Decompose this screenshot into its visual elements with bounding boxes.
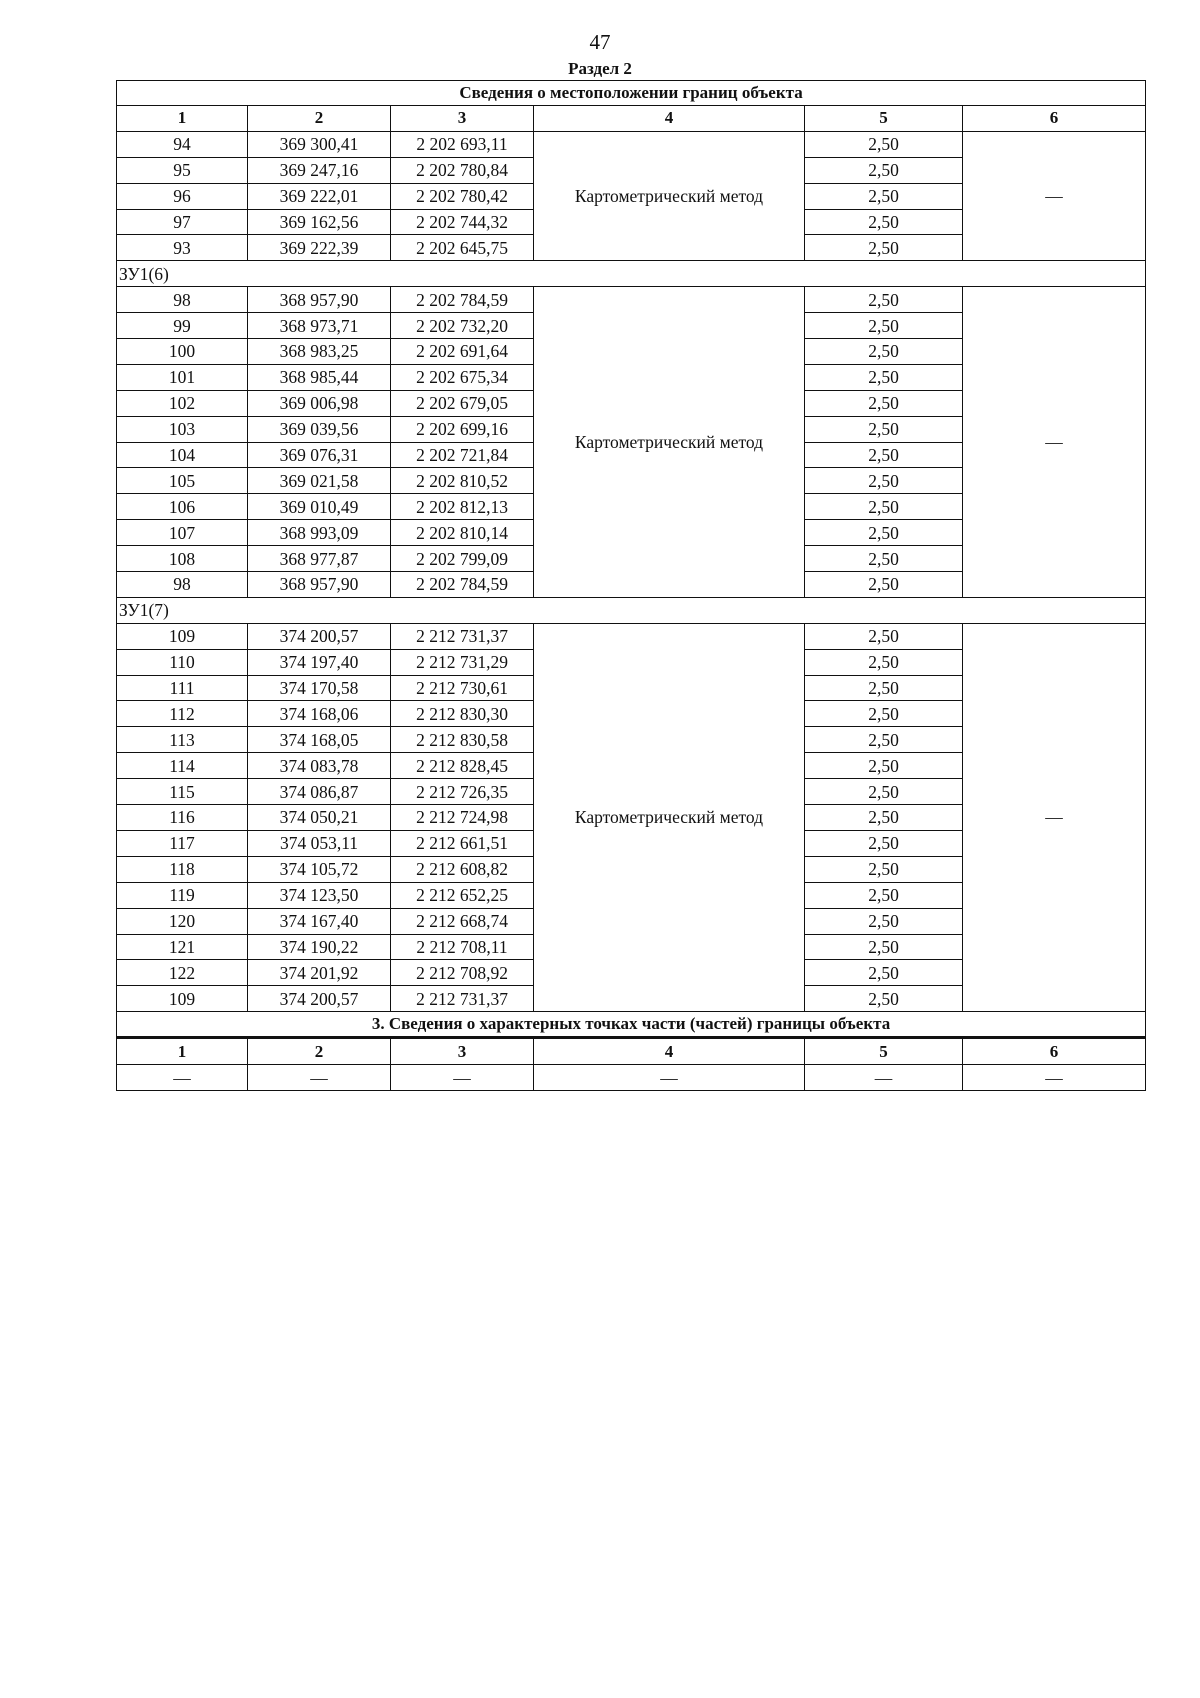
table-caption-row [117,81,1146,106]
y-coordinate-cell: 2 202 691,64 [391,339,534,365]
point-number-cell: 100 [117,339,248,365]
x-coordinate-cell: 369 039,56 [248,416,391,442]
y-coordinate-cell: 2 202 645,75 [391,235,534,261]
point-number-cell: 118 [117,856,248,882]
y-coordinate-cell: 2 212 708,11 [391,934,534,960]
note-cell: — [963,131,1146,260]
point-number-cell: 93 [117,235,248,261]
section3-row [117,1065,1146,1091]
accuracy-cell: 2,50 [805,882,963,908]
accuracy-cell: 2,50 [805,986,963,1012]
dash-cell: — [248,1065,391,1091]
accuracy-cell: 2,50 [805,572,963,598]
section3-title: 3. Сведения о характерных точках части (частей) границы объекта [117,1012,1146,1038]
x-coordinate-cell: 368 977,87 [248,546,391,572]
point-number-cell: 120 [117,908,248,934]
x-coordinate-cell: 369 162,56 [248,209,391,235]
x-coordinate-cell: 369 222,01 [248,183,391,209]
y-coordinate-cell: 2 202 784,59 [391,287,534,313]
accuracy-cell: 2,50 [805,830,963,856]
x-coordinate-cell: 369 222,39 [248,235,391,261]
column-header: 3 [391,1038,534,1065]
x-coordinate-cell: 368 957,90 [248,287,391,313]
y-coordinate-cell: 2 212 731,37 [391,986,534,1012]
point-number-cell: 107 [117,520,248,546]
column-header: 2 [248,106,391,132]
y-coordinate-cell: 2 212 661,51 [391,830,534,856]
accuracy-cell: 2,50 [805,727,963,753]
y-coordinate-cell: 2 212 608,82 [391,856,534,882]
x-coordinate-cell: 369 300,41 [248,131,391,157]
y-coordinate-cell: 2 202 810,14 [391,520,534,546]
y-coordinate-cell: 2 212 724,98 [391,805,534,831]
point-number-cell: 112 [117,701,248,727]
y-coordinate-cell: 2 202 810,52 [391,468,534,494]
column-header: 4 [534,106,805,132]
accuracy-cell: 2,50 [805,131,963,157]
point-number-cell: 117 [117,830,248,856]
x-coordinate-cell: 369 006,98 [248,390,391,416]
x-coordinate-cell: 374 200,57 [248,623,391,649]
x-coordinate-cell: 374 170,58 [248,675,391,701]
point-number-cell: 102 [117,390,248,416]
y-coordinate-cell: 2 212 708,92 [391,960,534,986]
accuracy-cell: 2,50 [805,209,963,235]
y-coordinate-cell: 2 202 780,42 [391,183,534,209]
table-row [117,131,1146,157]
y-coordinate-cell: 2 212 652,25 [391,882,534,908]
y-coordinate-cell: 2 212 731,37 [391,623,534,649]
point-number-cell: 97 [117,209,248,235]
section3-title-row [117,1012,1146,1038]
x-coordinate-cell: 374 167,40 [248,908,391,934]
dash-cell: — [534,1065,805,1091]
section3-header-row [117,1038,1146,1065]
point-number-cell: 98 [117,287,248,313]
x-coordinate-cell: 368 973,71 [248,313,391,339]
point-number-cell: 95 [117,157,248,183]
accuracy-cell: 2,50 [805,442,963,468]
note-cell: — [963,623,1146,1011]
point-number-cell: 106 [117,494,248,520]
column-header: 4 [534,1038,805,1065]
accuracy-cell: 2,50 [805,157,963,183]
point-number-cell: 109 [117,623,248,649]
x-coordinate-cell: 374 105,72 [248,856,391,882]
column-header: 5 [805,1038,963,1065]
y-coordinate-cell: 2 212 731,29 [391,649,534,675]
point-number-cell: 110 [117,649,248,675]
group-heading-row [117,261,1146,287]
accuracy-cell: 2,50 [805,701,963,727]
x-coordinate-cell: 374 200,57 [248,986,391,1012]
column-header: 1 [117,106,248,132]
accuracy-cell: 2,50 [805,520,963,546]
accuracy-cell: 2,50 [805,235,963,261]
point-number-cell: 94 [117,131,248,157]
x-coordinate-cell: 368 983,25 [248,339,391,365]
group-heading-row [117,597,1146,623]
accuracy-cell: 2,50 [805,546,963,572]
column-header: 6 [963,106,1146,132]
dash-cell: — [805,1065,963,1091]
group-label: ЗУ1(7) [117,597,1146,623]
point-number-cell: 99 [117,313,248,339]
x-coordinate-cell: 374 201,92 [248,960,391,986]
point-number-cell: 114 [117,753,248,779]
point-number-cell: 115 [117,779,248,805]
x-coordinate-cell: 374 197,40 [248,649,391,675]
point-number-cell: 103 [117,416,248,442]
x-coordinate-cell: 374 190,22 [248,934,391,960]
accuracy-cell: 2,50 [805,856,963,882]
accuracy-cell: 2,50 [805,960,963,986]
accuracy-cell: 2,50 [805,779,963,805]
column-header: 5 [805,106,963,132]
accuracy-cell: 2,50 [805,649,963,675]
dash-cell: — [117,1065,248,1091]
section-title: Раздел 2 [568,59,632,78]
y-coordinate-cell: 2 212 726,35 [391,779,534,805]
y-coordinate-cell: 2 202 732,20 [391,313,534,339]
column-header: 3 [391,106,534,132]
x-coordinate-cell: 368 993,09 [248,520,391,546]
x-coordinate-cell: 374 168,05 [248,727,391,753]
accuracy-cell: 2,50 [805,805,963,831]
column-header-row [117,106,1146,132]
x-coordinate-cell: 368 985,44 [248,364,391,390]
point-number-cell: 116 [117,805,248,831]
y-coordinate-cell: 2 202 812,13 [391,494,534,520]
x-coordinate-cell: 374 053,11 [248,830,391,856]
y-coordinate-cell: 2 202 744,32 [391,209,534,235]
y-coordinate-cell: 2 202 679,05 [391,390,534,416]
x-coordinate-cell: 374 123,50 [248,882,391,908]
x-coordinate-cell: 374 086,87 [248,779,391,805]
point-number-cell: 111 [117,675,248,701]
y-coordinate-cell: 2 202 780,84 [391,157,534,183]
x-coordinate-cell: 368 957,90 [248,572,391,598]
table-row [117,623,1146,649]
accuracy-cell: 2,50 [805,416,963,442]
x-coordinate-cell: 374 168,06 [248,701,391,727]
y-coordinate-cell: 2 212 668,74 [391,908,534,934]
y-coordinate-cell: 2 202 799,09 [391,546,534,572]
accuracy-cell: 2,50 [805,468,963,494]
accuracy-cell: 2,50 [805,390,963,416]
accuracy-cell: 2,50 [805,753,963,779]
point-number-cell: 113 [117,727,248,753]
accuracy-cell: 2,50 [805,908,963,934]
x-coordinate-cell: 369 021,58 [248,468,391,494]
page-number: 47 [589,30,611,54]
boundary-table-body [117,81,1146,1091]
point-number-cell: 98 [117,572,248,598]
y-coordinate-cell: 2 212 830,30 [391,701,534,727]
accuracy-cell: 2,50 [805,313,963,339]
column-header: 2 [248,1038,391,1065]
point-number-cell: 101 [117,364,248,390]
y-coordinate-cell: 2 212 828,45 [391,753,534,779]
x-coordinate-cell: 369 076,31 [248,442,391,468]
accuracy-cell: 2,50 [805,339,963,365]
method-cell: Картометрический метод [534,287,805,598]
y-coordinate-cell: 2 212 730,61 [391,675,534,701]
y-coordinate-cell: 2 202 784,59 [391,572,534,598]
point-number-cell: 96 [117,183,248,209]
y-coordinate-cell: 2 202 699,16 [391,416,534,442]
x-coordinate-cell: 369 010,49 [248,494,391,520]
point-number-cell: 109 [117,986,248,1012]
accuracy-cell: 2,50 [805,623,963,649]
method-cell: Картометрический метод [534,131,805,260]
accuracy-cell: 2,50 [805,364,963,390]
accuracy-cell: 2,50 [805,934,963,960]
accuracy-cell: 2,50 [805,494,963,520]
group-label: ЗУ1(6) [117,261,1146,287]
column-header: 1 [117,1038,248,1065]
y-coordinate-cell: 2 202 721,84 [391,442,534,468]
point-number-cell: 122 [117,960,248,986]
point-number-cell: 104 [117,442,248,468]
accuracy-cell: 2,50 [805,287,963,313]
boundary-table [116,80,1146,1091]
dash-cell: — [963,1065,1146,1091]
x-coordinate-cell: 374 083,78 [248,753,391,779]
point-number-cell: 108 [117,546,248,572]
accuracy-cell: 2,50 [805,183,963,209]
point-number-cell: 105 [117,468,248,494]
column-header: 6 [963,1038,1146,1065]
point-number-cell: 119 [117,882,248,908]
y-coordinate-cell: 2 212 830,58 [391,727,534,753]
method-cell: Картометрический метод [534,623,805,1011]
y-coordinate-cell: 2 202 675,34 [391,364,534,390]
table-row [117,287,1146,313]
point-number-cell: 121 [117,934,248,960]
accuracy-cell: 2,50 [805,675,963,701]
note-cell: — [963,287,1146,598]
x-coordinate-cell: 369 247,16 [248,157,391,183]
dash-cell: — [391,1065,534,1091]
x-coordinate-cell: 374 050,21 [248,805,391,831]
y-coordinate-cell: 2 202 693,11 [391,131,534,157]
table-caption: Сведения о местоположении границ объекта [117,81,1146,106]
